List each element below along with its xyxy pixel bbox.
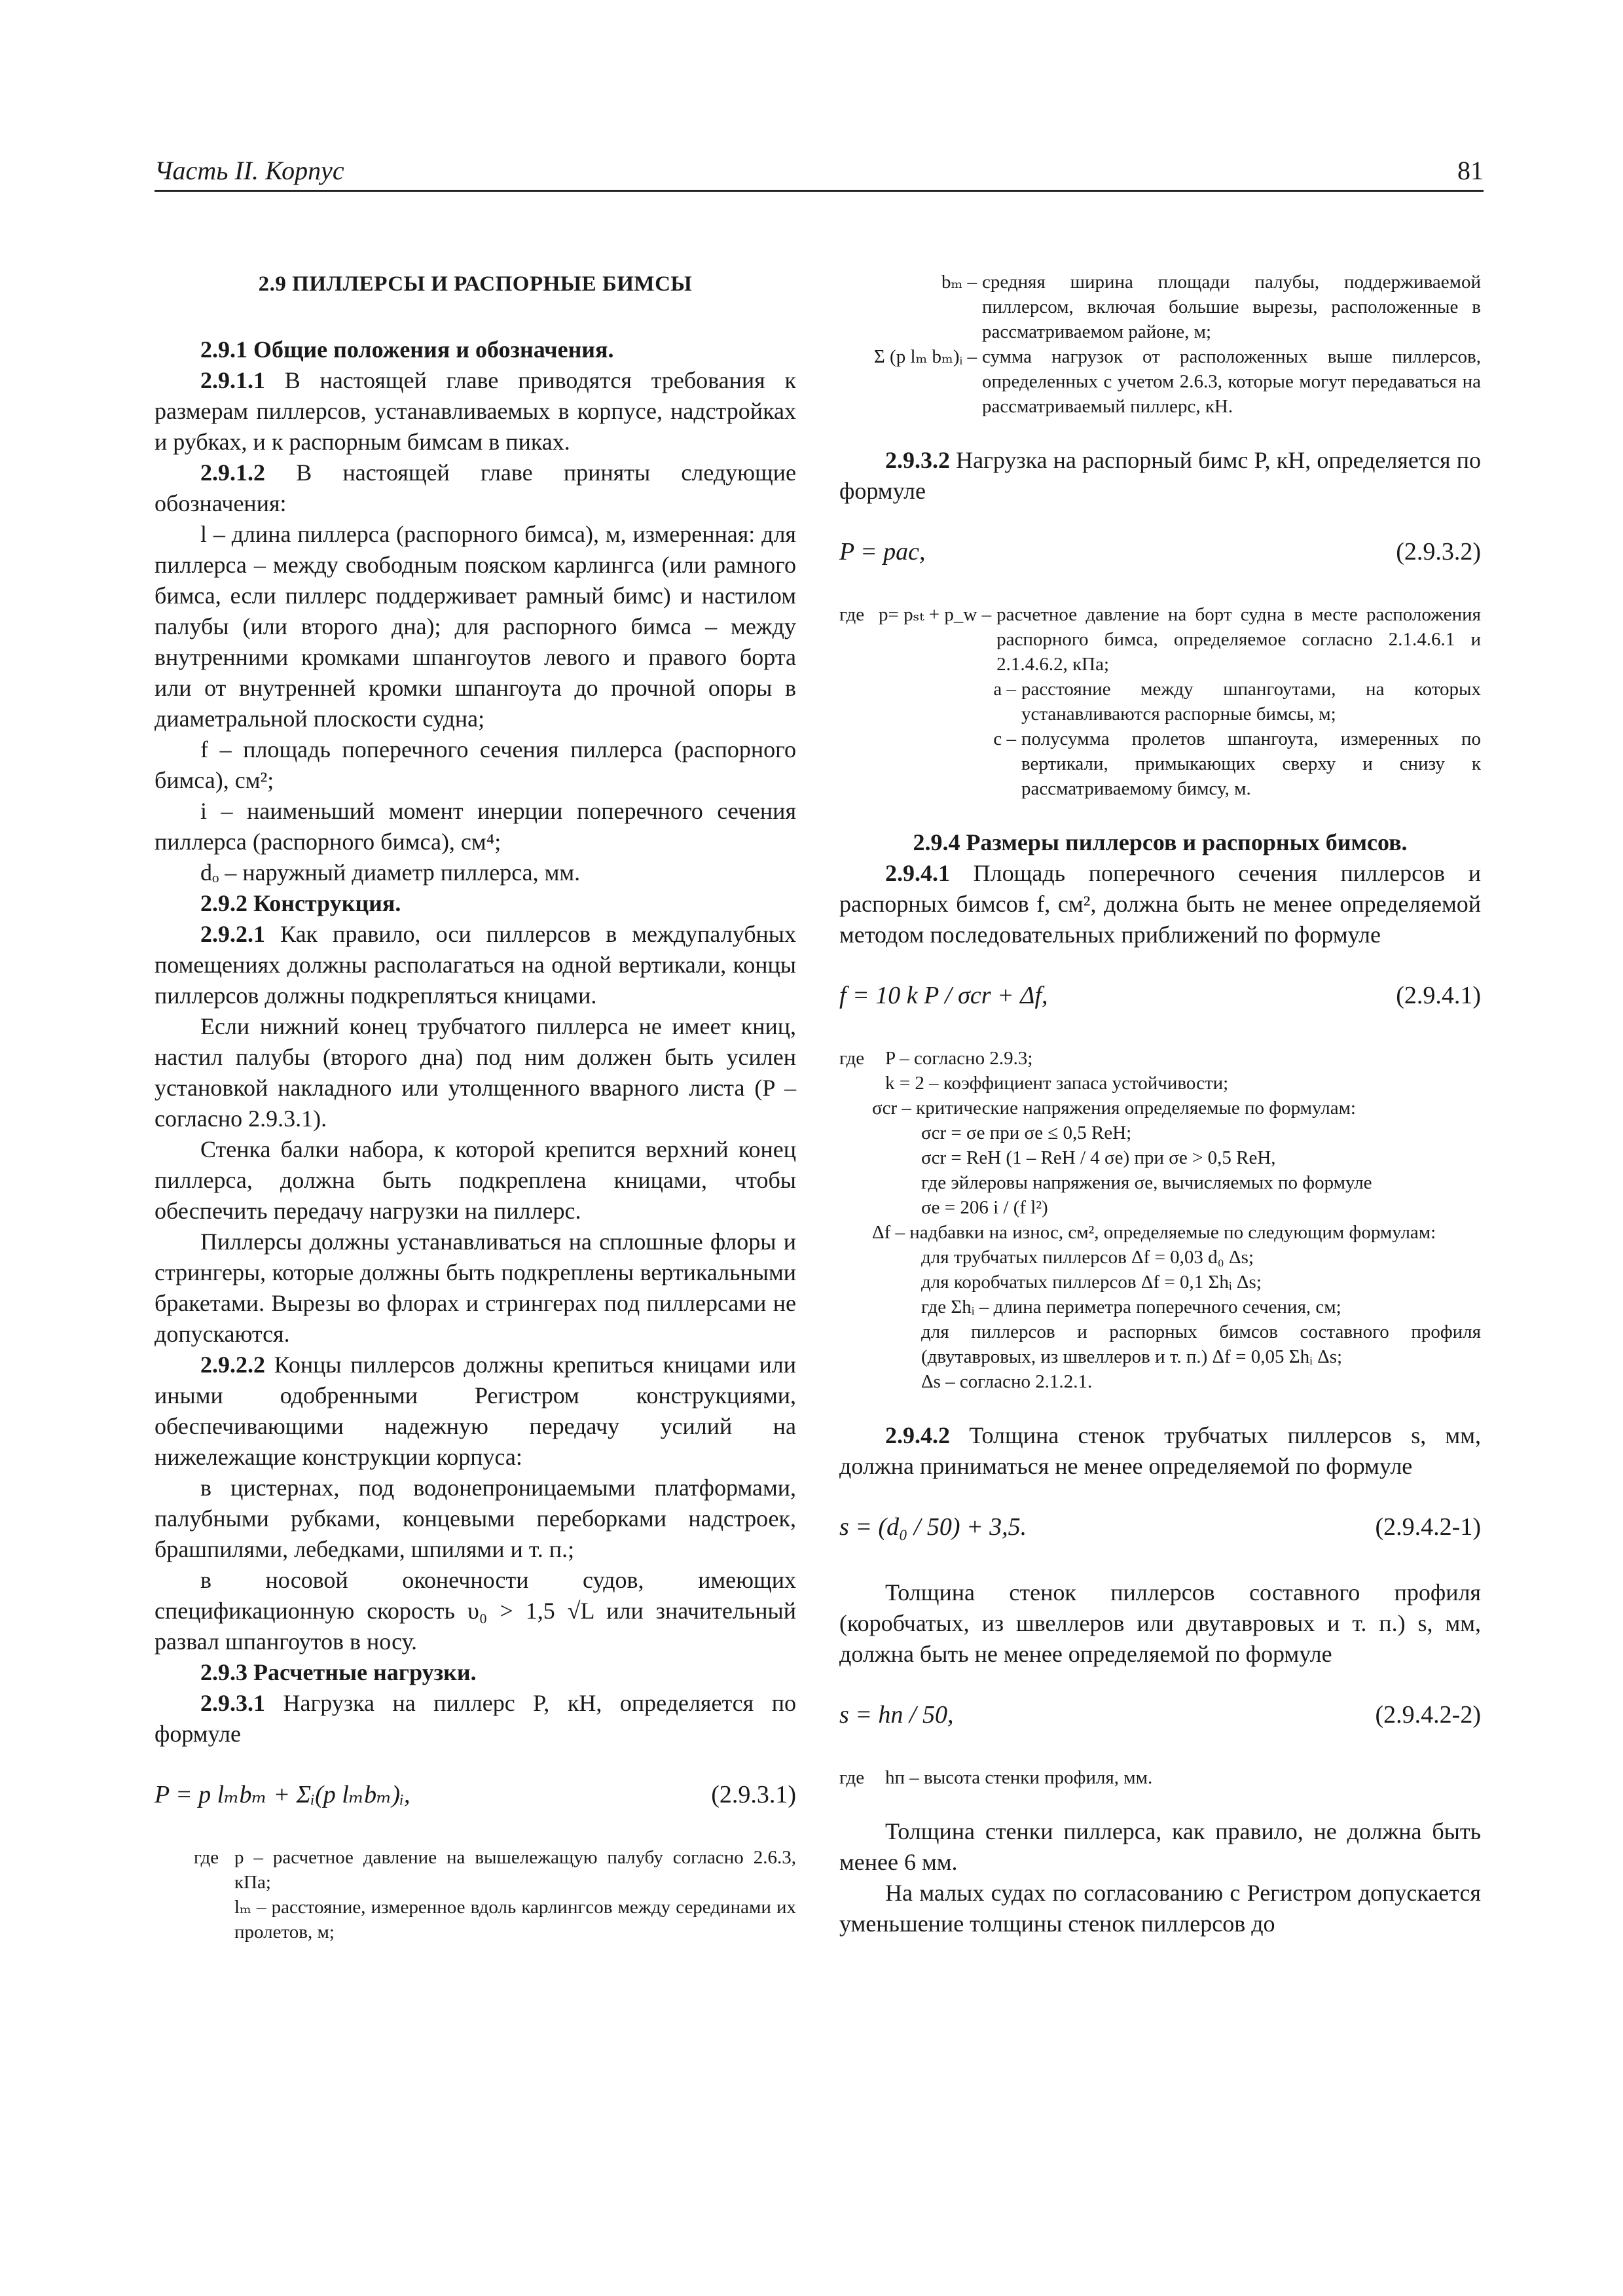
equation-number: (2.9.3.1): [711, 1781, 796, 1808]
where-text: расчетное давление на борт судна в месте расположения распорного бимса, определяемое согласно 2.1.4.6.1 и 2.1.4.6.2, кПа;: [996, 604, 1481, 675]
where-list-2-9-4-1: [839, 1046, 1481, 1394]
where-word: где: [839, 1048, 865, 1069]
where-item-df-5: Δs – согласно 2.1.2.1.: [921, 1371, 1093, 1392]
where-list-2-9-4-2-2: [839, 1765, 1481, 1790]
page-header: [155, 156, 1484, 192]
where-item-sum: [839, 344, 1481, 419]
paragraph-composite-profile: Толщина стенок пиллерсов составного профиля (коробчатых, из швеллеров или двутавровых и т. п.) s, мм, должна быть не менее определяемой по формуле: [839, 1579, 1481, 1667]
clause-number: 2.9.2.2: [200, 1352, 265, 1378]
where-item-df-1: для трубчатых пиллерсов Δf = 0,03 d₀ Δs;: [921, 1247, 1254, 1268]
where-word: где: [839, 604, 865, 625]
paragraph-2-9-1-1: [155, 365, 796, 457]
subsection-2-9-2-title: 2.9.2 Конструкция.: [200, 890, 401, 916]
paragraph-text: Площадь поперечного сечения пиллерсов и распорных бимсов f, см², должна быть не менее определяемой методом последовательных приближений по формуле: [839, 860, 1481, 948]
paragraph-text: Толщина стенок трубчатых пиллерсов s, мм, должна приниматься не менее определяемой по формуле: [839, 1422, 1481, 1479]
paragraph-tanks: в цистернах, под водонепроницаемыми платформами, палубными рубками, концевыми переборками надстроек, брашпилями, лебедками, шпилями и т. п.;: [155, 1475, 796, 1562]
subsection-2-9-3-title: 2.9.3 Расчетные нагрузки.: [200, 1659, 477, 1685]
where-word: где: [839, 1767, 865, 1788]
formula-2-9-3-1: [155, 1778, 796, 1811]
where-symbol: bₘ –: [941, 272, 977, 293]
clause-number: 2.9.3.2: [885, 447, 950, 473]
where-item-df-3: где Σhᵢ – длина периметра поперечного сечения, см;: [921, 1297, 1341, 1318]
where-symbol: a –: [993, 679, 1016, 700]
definition-d: dₒ – наружный диаметр пиллерса, мм.: [200, 859, 581, 886]
formula-2-9-4-1: [839, 979, 1481, 1012]
equation-number: (2.9.4.2-2): [1375, 1701, 1481, 1729]
right-column: [839, 255, 1481, 1939]
where-list-continued: [839, 270, 1481, 419]
paragraph-2-9-4-2: [839, 1420, 1481, 1482]
where-item-sigma-2: σcr = ReH (1 – ReH / 4 σe) при σe > 0,5 ReH,: [921, 1147, 1276, 1168]
clause-number: 2.9.3.1: [200, 1690, 265, 1716]
where-item-P: [839, 1046, 1481, 1071]
where-text: полусумма пролетов шпангоута, измеренных по вертикали, примыкающих сверху и снизу к рассматриваемому бимсу, м.: [1021, 728, 1481, 799]
where-list-2-9-3-2: [839, 602, 1481, 801]
formula-expression: s = (d₀ / 50) + 3,5.: [839, 1513, 1027, 1541]
paragraph-text: Нагрузка на распорный бимс P, кН, определяется по формуле: [839, 447, 1481, 504]
where-symbol: Σ (p lₘ bₘ)ᵢ –: [873, 346, 977, 367]
where-text: p – расчетное давление на вышележащую палубу согласно 2.6.3, кПа;: [234, 1847, 796, 1893]
subsection-2-9-1-title: 2.9.1 Общие положения и обозначения.: [200, 336, 614, 363]
page-number: 81: [1457, 156, 1484, 185]
where-text: hп – высота стенки профиля, мм.: [885, 1767, 1153, 1788]
clause-number: 2.9.4.2: [885, 1422, 950, 1448]
definition-l: l – длина пиллерса (распорного бимса), м, измеренная: для пиллерса – между свободным пояском карлингса (или рамного бимса, если пиллерс поддерживает рамный бимс) и настилом палубы (или второго дна); для распорного бимса – между внутренними кромками шпангоутов левого и правого борта или от внутренней кромки шпангоута до прочной опоры в диаметральной плоскости судна;: [155, 521, 796, 732]
clause-number: 2.9.4.1: [885, 860, 950, 886]
formula-2-9-3-2: [839, 535, 1481, 568]
clause-number: 2.9.1.2: [200, 459, 265, 486]
paragraph-min-thickness: Толщина стенки пиллерса, как правило, не должна быть менее 6 мм.: [839, 1818, 1481, 1875]
where-list-2-9-3-1: [155, 1845, 796, 1945]
clause-number: 2.9.2.1: [200, 921, 265, 947]
where-item-lm: [194, 1895, 796, 1945]
where-word: где: [194, 1847, 219, 1868]
paragraph-small-vessels: На малых судах по согласованию с Регистром допускается уменьшение толщины стенок пиллерсов до: [839, 1880, 1481, 1937]
where-text: lₘ – расстояние, измеренное вдоль карлингсов между серединами их пролетов, м;: [234, 1897, 796, 1943]
left-column: [155, 255, 796, 1945]
formula-2-9-4-2-2: [839, 1698, 1481, 1731]
paragraph-2-9-3-2: [839, 445, 1481, 507]
where-text: сумма нагрузок от расположенных выше пиллерсов, определенных с учетом 2.6.3, которые могут передаваться на рассматриваемый пиллерс, кН.: [982, 346, 1481, 417]
definition-f: f – площадь поперечного сечения пиллерса (распорного бимса), см²;: [155, 736, 796, 793]
paragraph-text: В настоящей главе приняты следующие обозначения:: [155, 459, 796, 516]
paragraph-text: Как правило, оси пиллерсов в междупалубных помещениях должны располагаться на одной вертикали, концы пиллерсов должны подкрепляться кницами.: [155, 921, 796, 1009]
where-symbol: c –: [993, 728, 1016, 749]
paragraph-upper-end: Стенка балки набора, к которой крепится верхний конец пиллерса, должна быть подкреплена кницами, чтобы обеспечить передачу нагрузки на пиллерс.: [155, 1136, 796, 1224]
where-item-a: [839, 677, 1481, 726]
paragraph-2-9-3-1: [155, 1688, 796, 1749]
paragraph-lower-end: Если нижний конец трубчатого пиллерса не имеет книц, настил палубы (второго дна) под ним должен быть усилен установкой накладного или утолщенного вварного листа (P – согласно 2.9.3.1).: [155, 1013, 796, 1132]
where-item-df: Δf – надбавки на износ, см², определяемые по следующим формулам:: [872, 1222, 1436, 1243]
paragraph-2-9-2-2: [155, 1350, 796, 1473]
section-title: 2.9 ПИЛЛЕРСЫ И РАСПОРНЫЕ БИМСЫ: [258, 272, 693, 296]
where-item-sigma-3: где эйлеровы напряжения σe, вычисляемых по формуле: [921, 1172, 1372, 1193]
definition-i: i – наименьший момент инерции поперечного сечения пиллерса (распорного бимса), см⁴;: [155, 798, 796, 855]
where-text: расстояние между шпангоутами, на которых устанавливаются распорные бимсы, м;: [1021, 679, 1481, 725]
paragraph-2-9-1-2: [155, 457, 796, 519]
paragraph-2-9-2-1: [155, 919, 796, 1011]
where-item-df-2: для коробчатых пиллерсов Δf = 0,1 Σhᵢ Δs;: [921, 1272, 1262, 1293]
subsection-2-9-4-title: 2.9.4 Размеры пиллерсов и распорных бимсов.: [913, 829, 1408, 855]
running-title: Часть II. Корпус: [155, 156, 344, 185]
paragraph-bow: в носовой оконечности судов, имеющих спецификационную скорость υ₀ > 1,5 √L или значительный развал шпангоутов в носу.: [155, 1567, 796, 1655]
where-item-sigma-1: σcr = σe при σe ≤ 0,5 ReH;: [921, 1122, 1132, 1143]
where-item-p-side: [839, 602, 1481, 677]
where-text: P – согласно 2.9.3;: [885, 1048, 1033, 1069]
where-symbol: p= pₛₜ + p_w –: [879, 604, 992, 625]
where-item-c: [839, 726, 1481, 801]
equation-number: (2.9.4.1): [1396, 982, 1481, 1009]
where-item-sigma: σcr – критические напряжения определяемые по формулам:: [872, 1098, 1356, 1119]
formula-2-9-4-2-1: [839, 1511, 1481, 1543]
where-item-sigma-4: σe = 206 i / (f l²): [921, 1197, 1048, 1218]
paragraph-floors: Пиллерсы должны устанавливаться на сплошные флоры и стрингеры, которые должны быть подкреплены вертикальными бракетами. Вырезы во флорах и стрингерах под пиллерсами не допускаются.: [155, 1229, 796, 1347]
paragraph-text: Концы пиллерсов должны крепиться кницами или иными одобренными Регистром конструкциями, обеспечивающими надежную передачу усилий на нижележащие конструкции корпуса:: [155, 1352, 796, 1470]
where-item-bm: [839, 270, 1481, 344]
where-item-df-4: для пиллерсов и распорных бимсов составного профиля (двутавровых, из швеллеров и т. п.) Δf = 0,05 Σhᵢ Δs;: [921, 1321, 1481, 1367]
paragraph-2-9-4-1: [839, 858, 1481, 950]
formula-expression: f = 10 k P / σcr + Δf,: [839, 982, 1048, 1009]
where-text: средняя ширина площади палубы, поддерживаемой пиллерсом, включая большие вырезы, расположенные в рассматриваемом районе, м;: [982, 272, 1481, 342]
paragraph-text: В настоящей главе приводятся требования к размерам пиллерсов, устанавливаемых в корпусе, надстройках и рубках, и к распорным бимсам в пиках.: [155, 367, 796, 455]
clause-number: 2.9.1.1: [200, 367, 265, 393]
paragraph-text: Нагрузка на пиллерс P, кН, определяется по формуле: [155, 1690, 796, 1747]
formula-expression: P = p lₘbₘ + Σᵢ(p lₘbₘ)ᵢ,: [155, 1781, 410, 1808]
formula-expression: P = pac,: [839, 538, 926, 565]
equation-number: (2.9.3.2): [1396, 538, 1481, 565]
formula-expression: s = hп / 50,: [839, 1701, 954, 1729]
where-item-k: k = 2 – коэффициент запаса устойчивости;: [885, 1073, 1229, 1094]
where-item-p: [194, 1845, 796, 1895]
equation-number: (2.9.4.2-1): [1375, 1513, 1481, 1541]
